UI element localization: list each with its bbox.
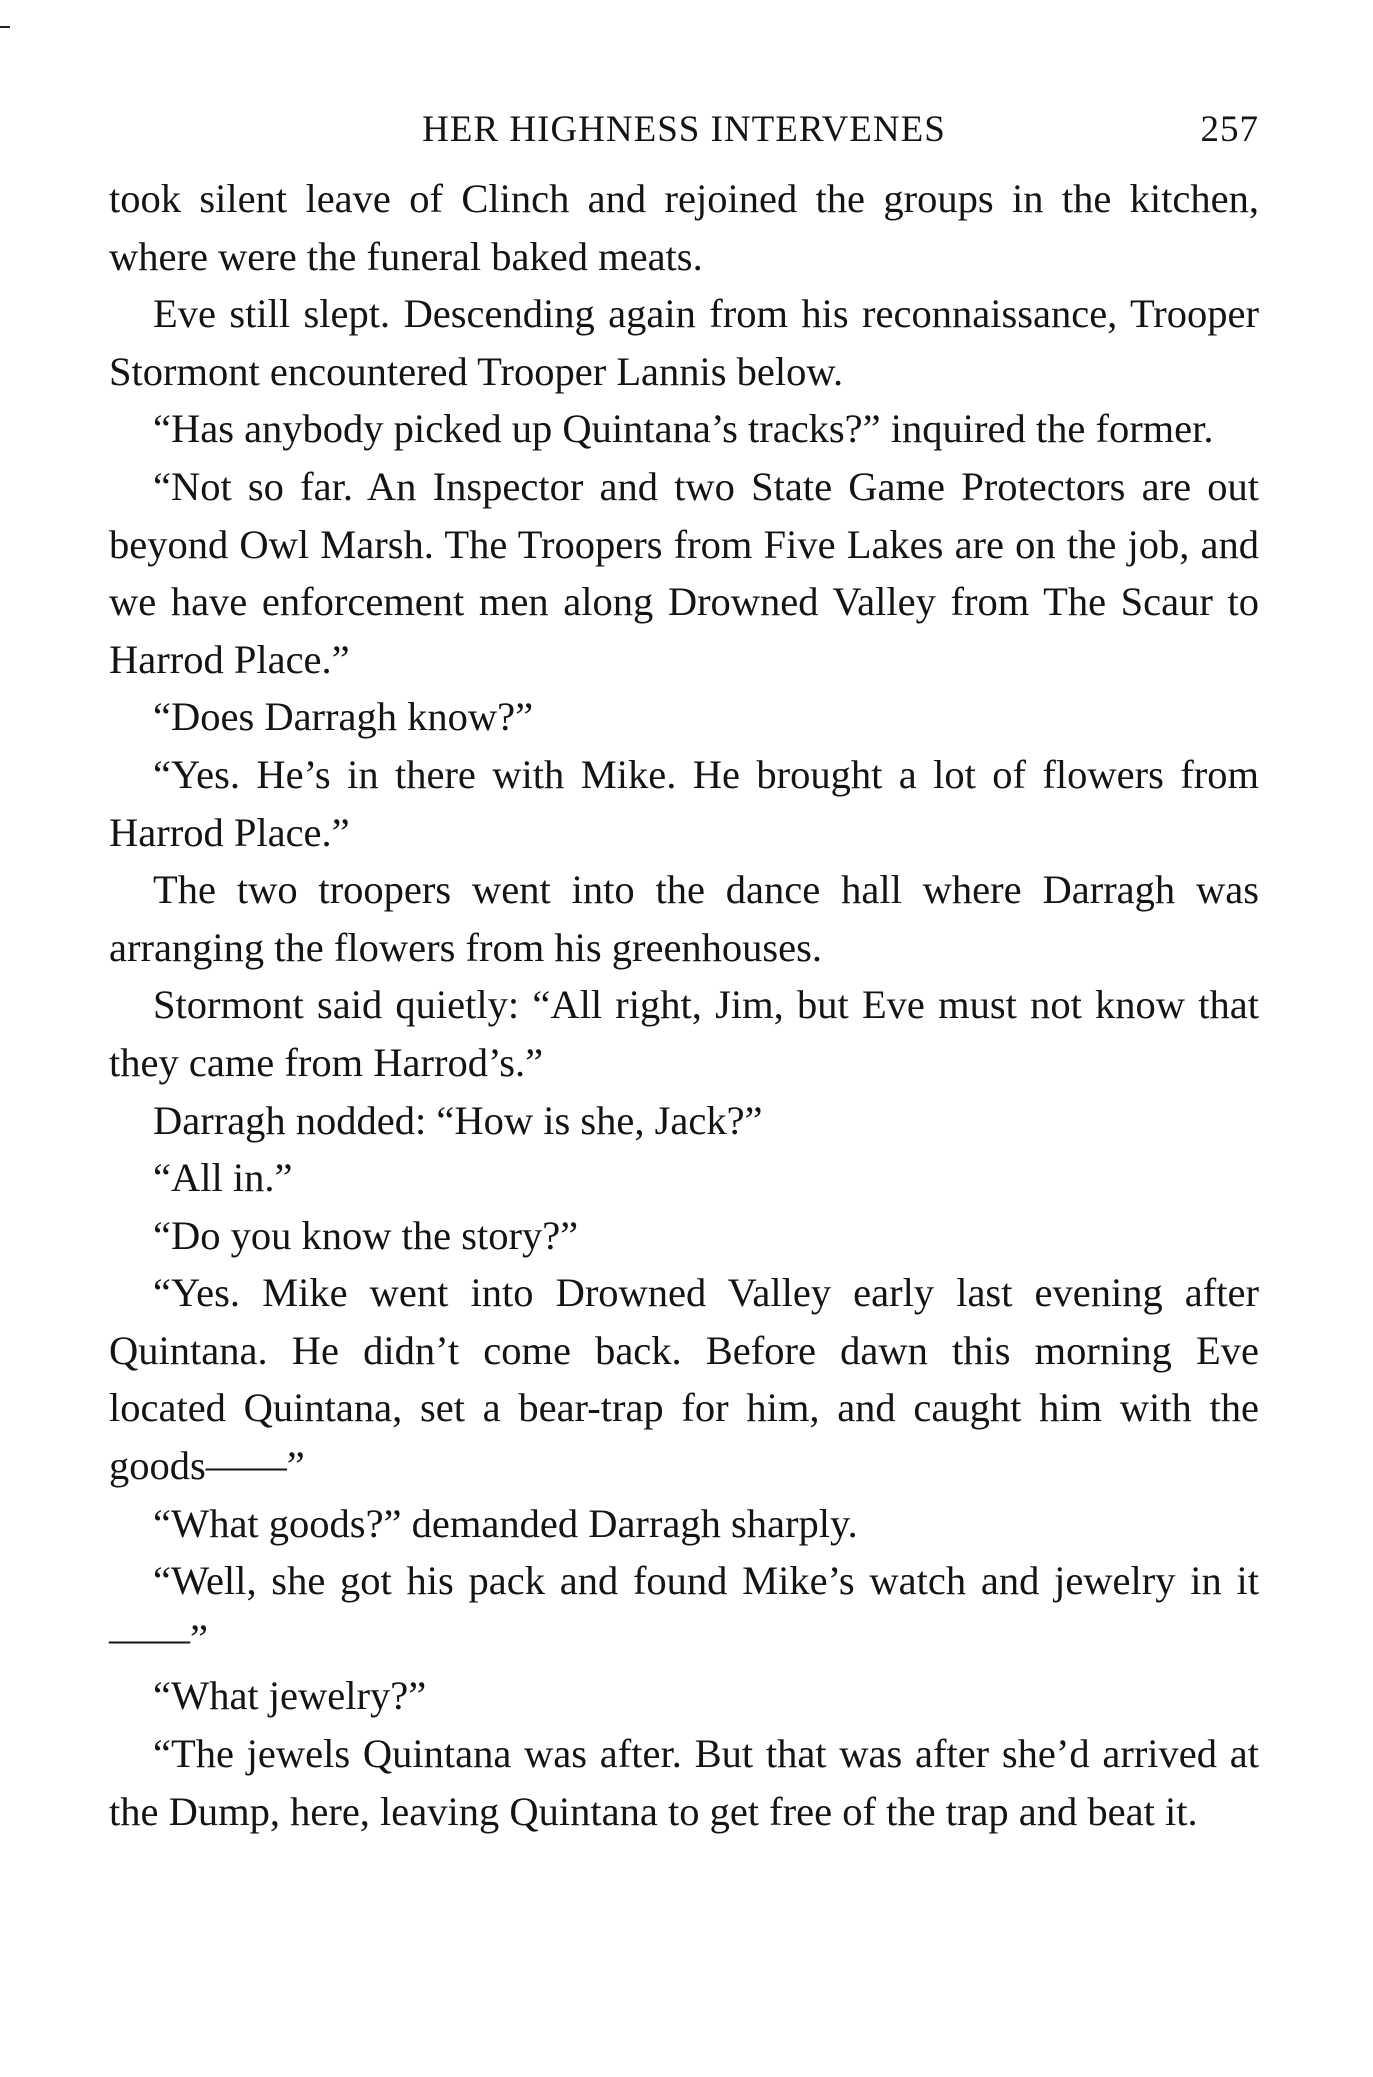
paragraph: Stormont said quietly: “All right, Jim, but Eve must not know that they came from Harrod’s.” <box>109 982 1259 1085</box>
running-title: HER HIGHNESS INTERVENES <box>422 109 946 150</box>
paragraph: “Yes. Mike went into Drowned Valley early last evening after Quintana. He didn’t come back. Before dawn this morning Eve located Quintana, set a bear-trap for him, and caught him with the goods——” <box>109 1270 1259 1489</box>
running-header <box>109 108 1259 170</box>
body-text <box>109 170 1259 1840</box>
paragraph: “Do you know the story?” <box>153 1212 579 1258</box>
paragraph: “Does Darragh know?” <box>153 694 534 740</box>
paragraph: took silent leave of Clinch and rejoined the groups in the kitchen, where were the funeral baked meats. <box>109 176 1259 279</box>
paragraph: The two troopers went into the dance hall where Darragh was arranging the flowers from his greenhouses. <box>109 867 1259 970</box>
paragraph: “All in.” <box>153 1155 293 1201</box>
paragraph: “Well, she got his pack and found Mike’s watch and jewelry in it——” <box>109 1558 1259 1661</box>
paragraph: “Yes. He’s in there with Mike. He brought a lot of flowers from Harrod Place.” <box>109 751 1259 855</box>
paragraph: Eve still slept. Descending again from his reconnaissance, Trooper Stormont encountered Trooper Lannis below. <box>109 291 1259 394</box>
paragraph: “What goods?” demanded Darragh sharply. <box>153 1500 858 1546</box>
page-edge-mark <box>0 26 10 28</box>
paragraph: “Not so far. An Inspector and two State Game Protectors are out beyond Owl Marsh. The Troopers from Five Lakes are on the job, and we have enforcement men along Drowned Valley from The Scaur to Harrod Place.” <box>109 463 1259 682</box>
paragraph: “Has anybody picked up Quintana’s tracks?” inquired the former. <box>153 406 1214 452</box>
book-page <box>109 108 1259 1840</box>
paragraph: “What jewelry?” <box>153 1673 427 1719</box>
paragraph: Darragh nodded: “How is she, Jack?” <box>153 1097 763 1143</box>
paragraph: “The jewels Quintana was after. But that was after she’d arrived at the Dump, here, leaving Quintana to get free of the trap and beat it. <box>109 1731 1259 1834</box>
page-number: 257 <box>1200 109 1259 150</box>
